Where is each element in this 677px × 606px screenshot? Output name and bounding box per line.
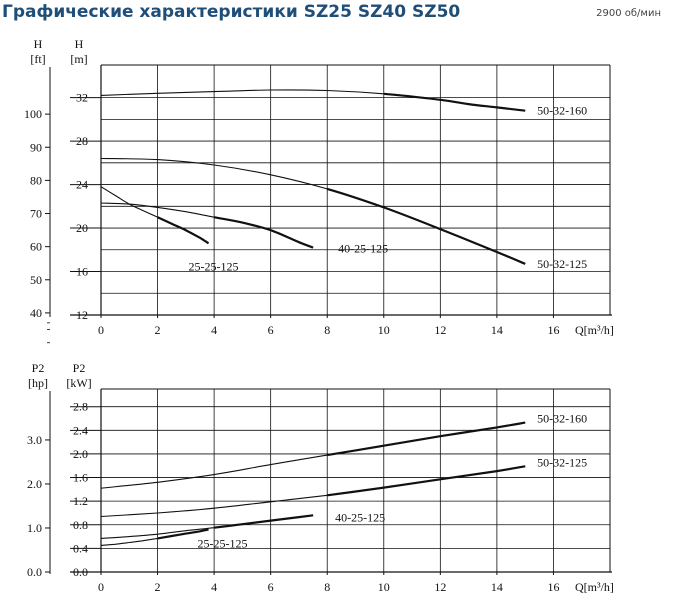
series-label-50-32-125: 50-32-125 xyxy=(537,455,588,470)
secondary-tick-label: 0.0 xyxy=(27,565,42,579)
x-tick-label: 10 xyxy=(377,323,390,337)
series-label-40-25-125: 40-25-125 xyxy=(335,510,386,525)
x-tick-label: 0 xyxy=(98,323,104,337)
y-tick-label: 2.0 xyxy=(73,446,88,461)
curve-40-25-125 xyxy=(101,203,313,248)
secondary-axis-symbol: P2 xyxy=(31,361,45,375)
series-label-40-25-125: 40-25-125 xyxy=(338,241,389,256)
x-tick-label: 12 xyxy=(434,323,447,337)
x-tick-label: 16 xyxy=(547,323,560,337)
curve-50-32-125 xyxy=(101,466,525,516)
x-tick-label: 14 xyxy=(490,580,503,594)
secondary-tick-label: 2.0 xyxy=(27,476,42,491)
y-tick-label: 28 xyxy=(76,134,88,149)
series-label-50-32-160: 50-32-160 xyxy=(537,103,588,118)
curve-50-32-160 xyxy=(101,90,525,111)
secondary-tick-label: 60 xyxy=(30,239,42,254)
series-label-25-25-125: 25-25-125 xyxy=(188,259,239,274)
x-tick-label: 6 xyxy=(267,580,274,594)
y-tick-label: 32 xyxy=(76,90,88,105)
curve-working-range-40-25-125 xyxy=(214,217,313,247)
x-tick-label: 16 xyxy=(547,580,560,594)
x-tick-label: 8 xyxy=(324,580,331,594)
series-label-50-32-160: 50-32-160 xyxy=(537,411,588,426)
curve-working-range-40-25-125 xyxy=(214,515,313,527)
x-tick-label: 10 xyxy=(377,580,390,594)
rotation-speed: 2900 об/мин xyxy=(596,8,661,19)
x-tick-label: 2 xyxy=(154,323,161,337)
y-tick-label: 2.4 xyxy=(73,423,88,438)
x-axis-label: Q[m³/h] xyxy=(575,580,614,594)
curve-working-range-25-25-125 xyxy=(158,217,209,243)
page-title: Графические характеристики SZ25 SZ40 SZ50 xyxy=(2,2,461,22)
y-tick-label: 1.6 xyxy=(73,470,88,485)
x-tick-label: 12 xyxy=(434,580,447,594)
series-label-25-25-125: 25-25-125 xyxy=(197,536,248,551)
secondary-axis-unit: [ft] xyxy=(30,52,46,66)
y-axis-symbol: P2 xyxy=(72,361,86,375)
y-axis-unit: [kW] xyxy=(66,376,92,390)
y-tick-label: 2.8 xyxy=(73,399,88,414)
secondary-tick-label: 100 xyxy=(24,107,42,122)
y-tick-label: 0.8 xyxy=(73,517,88,532)
secondary-tick-label: 40 xyxy=(30,305,42,320)
power-chart xyxy=(27,361,614,594)
curve-working-range-50-32-160 xyxy=(327,423,525,456)
head-chart xyxy=(24,37,614,343)
secondary-tick-label: 70 xyxy=(30,206,42,221)
curve-working-range-50-32-125 xyxy=(327,466,525,495)
secondary-tick-label: 3.0 xyxy=(27,432,42,447)
y-tick-label: 0.4 xyxy=(73,541,88,556)
y-tick-label: 12 xyxy=(76,308,88,322)
y-tick-label: 1.2 xyxy=(73,494,88,509)
secondary-tick-label: 80 xyxy=(30,173,42,188)
y-tick-label: 0.0 xyxy=(73,565,88,579)
x-tick-label: 4 xyxy=(211,323,218,337)
secondary-axis-symbol: H xyxy=(33,37,43,51)
secondary-tick-label: 50 xyxy=(30,272,42,287)
secondary-tick-label: 1.0 xyxy=(27,520,42,535)
curve-50-32-125 xyxy=(101,159,525,264)
secondary-tick-label: 90 xyxy=(30,140,42,155)
series-label-50-32-125: 50-32-125 xyxy=(537,256,588,271)
x-tick-label: 6 xyxy=(267,323,274,337)
curve-working-range-50-32-160 xyxy=(384,94,525,111)
x-axis-label: Q[m³/h] xyxy=(575,323,614,337)
y-axis-symbol: H xyxy=(74,37,84,51)
x-tick-label: 4 xyxy=(211,580,218,594)
y-tick-label: 24 xyxy=(76,177,88,192)
x-tick-label: 8 xyxy=(324,323,331,337)
x-tick-label: 14 xyxy=(490,323,503,337)
x-tick-label: 0 xyxy=(98,580,104,594)
secondary-axis-unit: [hp] xyxy=(28,376,48,390)
x-tick-label: 2 xyxy=(154,580,161,594)
y-tick-label: 20 xyxy=(76,221,88,236)
y-axis-unit: [m] xyxy=(70,52,88,66)
y-tick-label: 16 xyxy=(76,264,88,279)
